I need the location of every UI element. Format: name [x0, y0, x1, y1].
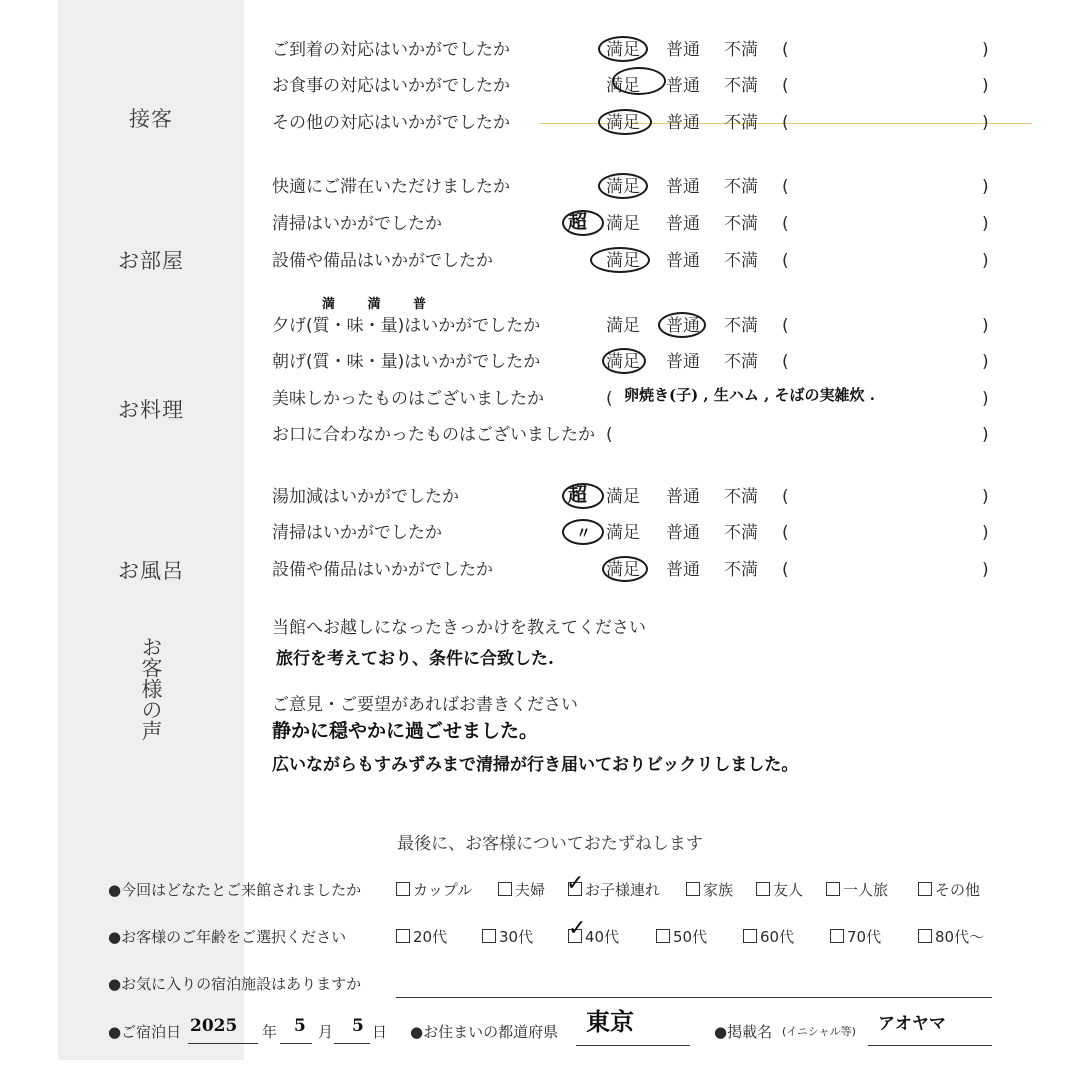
handwritten-ditto: 〃 [576, 524, 592, 542]
age-option[interactable]: 40代 [568, 925, 619, 949]
selection-circle [658, 312, 706, 338]
option-dissatisfied[interactable]: 不満 [724, 523, 758, 543]
question-label: 清掃はいかがでしたか [272, 214, 442, 234]
age-option[interactable]: 60代 [743, 925, 794, 949]
handwritten-super: 超 [568, 484, 588, 506]
handwritten-dinner-note: 満 満 普 [322, 297, 441, 312]
paren-close: ) [982, 214, 989, 234]
paren-close: ) [982, 251, 989, 271]
question-row [272, 108, 1002, 138]
selection-circle [612, 67, 666, 95]
option-satisfied[interactable]: 満足 [606, 251, 640, 271]
question-label: 快適にご滞在いただけましたか [272, 177, 510, 197]
selection-circle [602, 348, 646, 374]
question-row [272, 555, 1002, 585]
companion-option[interactable]: 夫婦 [498, 878, 545, 902]
display-name-note: (イニシャル等) [782, 1025, 856, 1038]
paren-close: ) [982, 113, 989, 133]
option-dissatisfied[interactable]: 不満 [724, 251, 758, 271]
paren-open: ( [782, 560, 789, 580]
option-dissatisfied[interactable]: 不満 [724, 316, 758, 336]
checkbox[interactable] [830, 929, 844, 943]
selection-circle [602, 556, 648, 582]
year-unit: 年 [262, 1023, 278, 1041]
paren-open: ( [606, 425, 613, 445]
selection-circle [562, 210, 604, 236]
handwritten-prefecture: 東京 [586, 1007, 634, 1036]
option-dissatisfied[interactable]: 不満 [724, 487, 758, 507]
option-satisfied[interactable]: 満足 [606, 316, 640, 336]
section-cuisine: お料理 [118, 398, 184, 422]
comments-prompt: ご意見・ご要望があればお書きください [272, 695, 578, 715]
paren-open: ( [782, 177, 789, 197]
day-field-line[interactable] [334, 1043, 370, 1044]
paren-open: ( [782, 113, 789, 133]
question-row [272, 172, 1002, 202]
section-reception: 接客 [129, 107, 173, 131]
handwritten-super: 超 [568, 211, 588, 233]
question-label: お食事の対応はいかがでしたか [272, 76, 510, 96]
companion-option[interactable]: カップル [396, 878, 472, 902]
question-label: 設備や備品はいかがでしたか [272, 560, 493, 580]
age-option[interactable]: 30代 [482, 925, 533, 949]
paren-close: ) [982, 177, 989, 197]
paren-close: ) [982, 40, 989, 60]
paren-open: ( [782, 40, 789, 60]
companion-option[interactable]: 友人 [756, 878, 803, 902]
option-dissatisfied[interactable]: 不満 [724, 76, 758, 96]
handwritten-month: 5 [294, 1016, 306, 1036]
companion-row [108, 871, 1008, 902]
name-field-line[interactable] [868, 1045, 992, 1046]
age-option[interactable]: 80代〜 [918, 925, 984, 949]
option-normal[interactable]: 普通 [666, 316, 700, 336]
question-row [272, 347, 1002, 377]
reason-prompt-row [272, 613, 1002, 643]
option-satisfied[interactable]: 満足 [606, 177, 640, 197]
option-normal[interactable]: 普通 [666, 113, 700, 133]
option-normal[interactable]: 普通 [666, 487, 700, 507]
paren-close: ) [982, 352, 989, 372]
question-row [272, 482, 1002, 512]
age-option[interactable]: 20代 [396, 925, 447, 949]
section-voice: お客様の声 [139, 636, 163, 741]
selection-circle [590, 247, 650, 273]
question-label: 夕げ(質・味・量)はいかがでしたか [272, 316, 541, 336]
option-dissatisfied[interactable]: 不満 [724, 560, 758, 580]
question-row [272, 246, 1002, 276]
selection-circle [562, 483, 604, 509]
option-normal[interactable]: 普通 [666, 523, 700, 543]
question-label: 湯加減はいかがでしたか [272, 487, 459, 507]
question-label: 美味しかったものはございましたか [272, 389, 544, 409]
paren-close: ) [982, 389, 989, 409]
question-row [272, 518, 1002, 548]
option-normal[interactable]: 普通 [666, 352, 700, 372]
option-dissatisfied[interactable]: 不満 [724, 113, 758, 133]
question-row [272, 384, 1002, 414]
selection-circle [562, 519, 604, 545]
paren-open: ( [782, 316, 789, 336]
option-normal[interactable]: 普通 [666, 177, 700, 197]
option-satisfied[interactable]: 満足 [606, 352, 640, 372]
paren-open: ( [782, 214, 789, 234]
prefecture-field-line[interactable] [576, 1045, 690, 1046]
option-satisfied[interactable]: 満足 [606, 523, 640, 543]
display-name-label: ●掲載名 [714, 1023, 773, 1041]
option-normal[interactable]: 普通 [666, 214, 700, 234]
stay-date-label: ●ご宿泊日 [108, 1023, 182, 1041]
question-label: ご到着の対応はいかがでしたか [272, 40, 510, 60]
selection-circle [598, 173, 648, 199]
checkbox[interactable] [686, 882, 700, 896]
question-label: お口に合わなかったものはございましたか [272, 425, 595, 445]
age-option[interactable]: 50代 [656, 925, 707, 949]
option-satisfied[interactable]: 満足 [606, 560, 640, 580]
checkbox[interactable] [918, 882, 932, 896]
age-question: ●お客様のご年齢をご選択ください [108, 928, 347, 946]
month-field-line[interactable] [280, 1043, 312, 1044]
companion-option[interactable]: 家族 [686, 878, 733, 902]
check-mark-icon: ✓ [568, 916, 587, 941]
section-bath: お風呂 [118, 559, 184, 583]
option-dissatisfied[interactable]: 不満 [724, 40, 758, 60]
paren-open: ( [782, 523, 789, 543]
checkbox[interactable] [656, 929, 670, 943]
companion-question: ●今回はどなたとご来館されましたか [108, 881, 362, 899]
option-satisfied[interactable]: 満足 [606, 76, 640, 96]
paren-close: ) [982, 425, 989, 445]
option-normal[interactable]: 普通 [666, 40, 700, 60]
paren-open: ( [606, 389, 613, 409]
paren-open: ( [782, 251, 789, 271]
option-satisfied[interactable]: 満足 [606, 214, 640, 234]
paren-open: ( [782, 352, 789, 372]
question-label: その他の対応はいかがでしたか [272, 113, 510, 133]
checkbox[interactable] [482, 929, 496, 943]
question-row [272, 420, 1002, 450]
option-normal[interactable]: 普通 [666, 560, 700, 580]
paren-open: ( [782, 487, 789, 507]
question-row [272, 209, 1002, 239]
paren-open: ( [782, 76, 789, 96]
selection-circle [598, 36, 648, 62]
handwritten-name: アオヤマ [878, 1014, 946, 1034]
age-option[interactable]: 70代 [830, 925, 881, 949]
checkbox[interactable] [756, 882, 770, 896]
closing-title: 最後に、お客様についておたずねします [397, 834, 703, 854]
option-satisfied[interactable]: 満足 [606, 113, 640, 133]
handwritten-day: 5 [352, 1016, 364, 1036]
question-row [272, 35, 1002, 65]
question-label: 設備や備品はいかがでしたか [272, 251, 493, 271]
option-satisfied[interactable]: 満足 [606, 40, 640, 60]
section-room: お部屋 [118, 249, 184, 273]
option-dissatisfied[interactable]: 不満 [724, 214, 758, 234]
handwritten-comment-line1: 静かに穏やかに過ごせました。 [272, 720, 539, 742]
prefecture-label: ●お住まいの都道府県 [410, 1023, 559, 1041]
favorite-row [108, 972, 361, 996]
check-mark-icon: ✓ [566, 871, 585, 896]
stay-info-row [108, 1007, 1008, 1044]
handwritten-reason-answer: 旅行を考えており、条件に合致した. [276, 649, 554, 669]
companion-option[interactable]: お子様連れ [568, 878, 660, 902]
checkbox[interactable] [918, 929, 932, 943]
handwritten-year: 2025 [190, 1016, 238, 1036]
companion-option[interactable]: 一人旅 [826, 878, 888, 902]
option-normal[interactable]: 普通 [666, 251, 700, 271]
year-field-line[interactable] [188, 1043, 258, 1044]
day-unit: 日 [372, 1023, 388, 1041]
option-normal[interactable]: 普通 [666, 76, 700, 96]
paren-close: ) [982, 76, 989, 96]
question-label: 清掃はいかがでしたか [272, 523, 442, 543]
paren-close: ) [982, 316, 989, 336]
question-row [272, 71, 1002, 101]
favorite-answer-line[interactable] [396, 997, 992, 998]
checkbox[interactable] [396, 882, 410, 896]
age-row [108, 916, 1008, 949]
option-satisfied[interactable]: 満足 [606, 487, 640, 507]
checkbox[interactable] [498, 882, 512, 896]
handwritten-tasty-answer: 卵焼き(子) , 生ハム , そばの実雑炊 . [624, 386, 875, 404]
question-label: 朝げ(質・味・量)はいかがでしたか [272, 352, 541, 372]
question-row [272, 311, 1002, 341]
checkbox[interactable] [396, 929, 410, 943]
handwritten-comment-line2: 広いながらもすみずみまで清掃が行き届いておりビックリしました。 [272, 755, 799, 775]
paren-close: ) [982, 487, 989, 507]
month-unit: 月 [318, 1023, 334, 1041]
option-dissatisfied[interactable]: 不満 [724, 352, 758, 372]
reason-prompt: 当館へお越しになったきっかけを教えてください [272, 618, 646, 638]
favorite-question: ●お気に入りの宿泊施設はありますか [108, 975, 362, 993]
checkbox[interactable] [743, 929, 757, 943]
companion-option[interactable]: その他 [918, 878, 980, 902]
option-dissatisfied[interactable]: 不満 [724, 177, 758, 197]
paren-close: ) [982, 560, 989, 580]
paren-close: ) [982, 523, 989, 543]
selection-circle [598, 109, 652, 135]
checkbox[interactable] [826, 882, 840, 896]
